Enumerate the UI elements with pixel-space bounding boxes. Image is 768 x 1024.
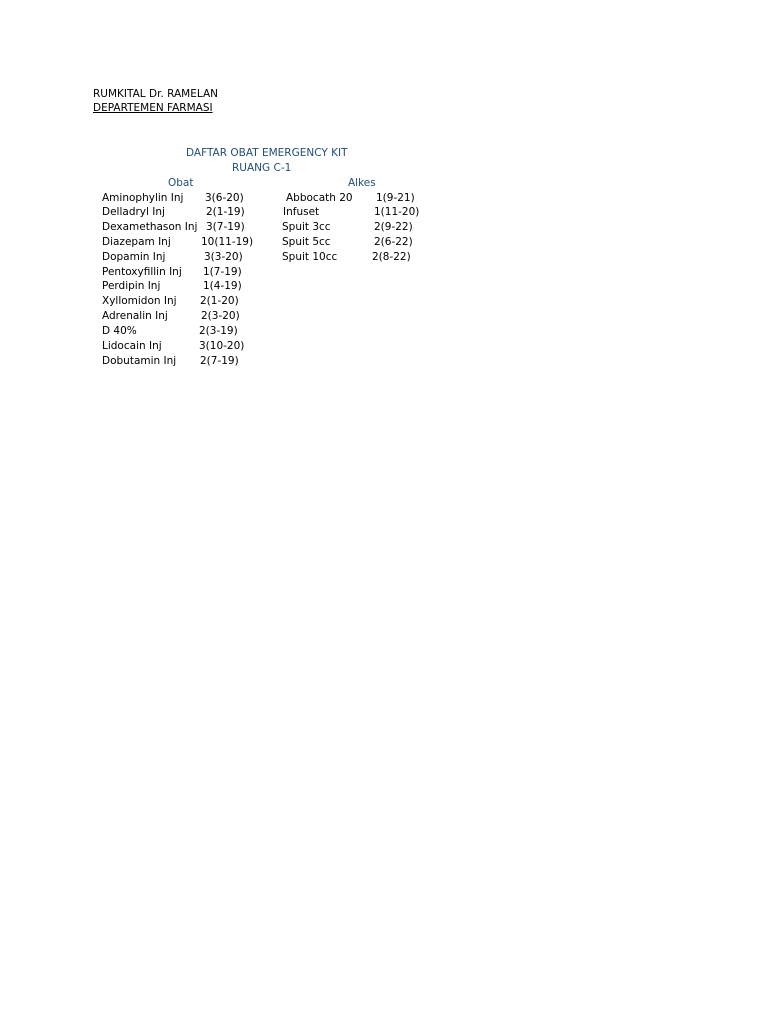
- obat-qty: 2(3-20): [201, 310, 240, 322]
- room-label: RUANG C-1: [232, 162, 292, 174]
- obat-qty: 10(11-19): [201, 236, 254, 248]
- alkes-qty: 1(9-21): [376, 192, 415, 204]
- obat-qty: 3(10-20): [199, 340, 245, 352]
- obat-qty: 2(1-19): [206, 206, 245, 218]
- alkes-qty: 2(8-22): [372, 251, 411, 263]
- obat-name: Xyllomidon Inj: [102, 295, 177, 307]
- document-title: DAFTAR OBAT EMERGENCY KIT: [186, 147, 348, 159]
- obat-qty: 3(6-20): [205, 192, 244, 204]
- obat-name: Adrenalin Inj: [102, 310, 168, 322]
- obat-qty: 2(3-19): [199, 325, 238, 337]
- obat-name: Lidocain Inj: [102, 340, 162, 352]
- obat-heading: Obat: [168, 177, 194, 189]
- obat-name: Diazepam Inj: [102, 236, 171, 248]
- department-name: DEPARTEMEN FARMASI: [93, 102, 213, 114]
- org-name: RUMKITAL Dr. RAMELAN: [93, 88, 218, 100]
- alkes-name: Infuset: [283, 206, 320, 218]
- obat-name: Dopamin Inj: [102, 251, 166, 263]
- alkes-heading: Alkes: [348, 177, 376, 189]
- obat-name: Aminophylin Inj: [102, 192, 184, 204]
- obat-qty: 2(1-20): [200, 295, 239, 307]
- alkes-name: Spuit 10cc: [282, 251, 338, 263]
- obat-name: Pentoxyfillin Inj: [102, 266, 182, 278]
- obat-name: D 40%: [102, 325, 137, 337]
- obat-qty: 1(7-19): [203, 266, 242, 278]
- obat-qty: 3(7-19): [206, 221, 245, 233]
- alkes-name: Spuit 3cc: [282, 221, 331, 233]
- obat-name: Delladryl Inj: [102, 206, 165, 218]
- obat-name: Perdipin Inj: [102, 280, 161, 292]
- obat-qty: 1(4-19): [203, 280, 242, 292]
- obat-qty: 2(7-19): [200, 355, 239, 367]
- alkes-qty: 2(6-22): [374, 236, 413, 248]
- alkes-qty: 1(11-20): [374, 206, 420, 218]
- alkes-name: Spuit 5cc: [282, 236, 331, 248]
- alkes-name: Abbocath 20: [286, 192, 353, 204]
- obat-name: Dobutamin Inj: [102, 355, 177, 367]
- obat-name: Dexamethason Inj: [102, 221, 198, 233]
- obat-qty: 3(3-20): [204, 251, 243, 263]
- alkes-qty: 2(9-22): [374, 221, 413, 233]
